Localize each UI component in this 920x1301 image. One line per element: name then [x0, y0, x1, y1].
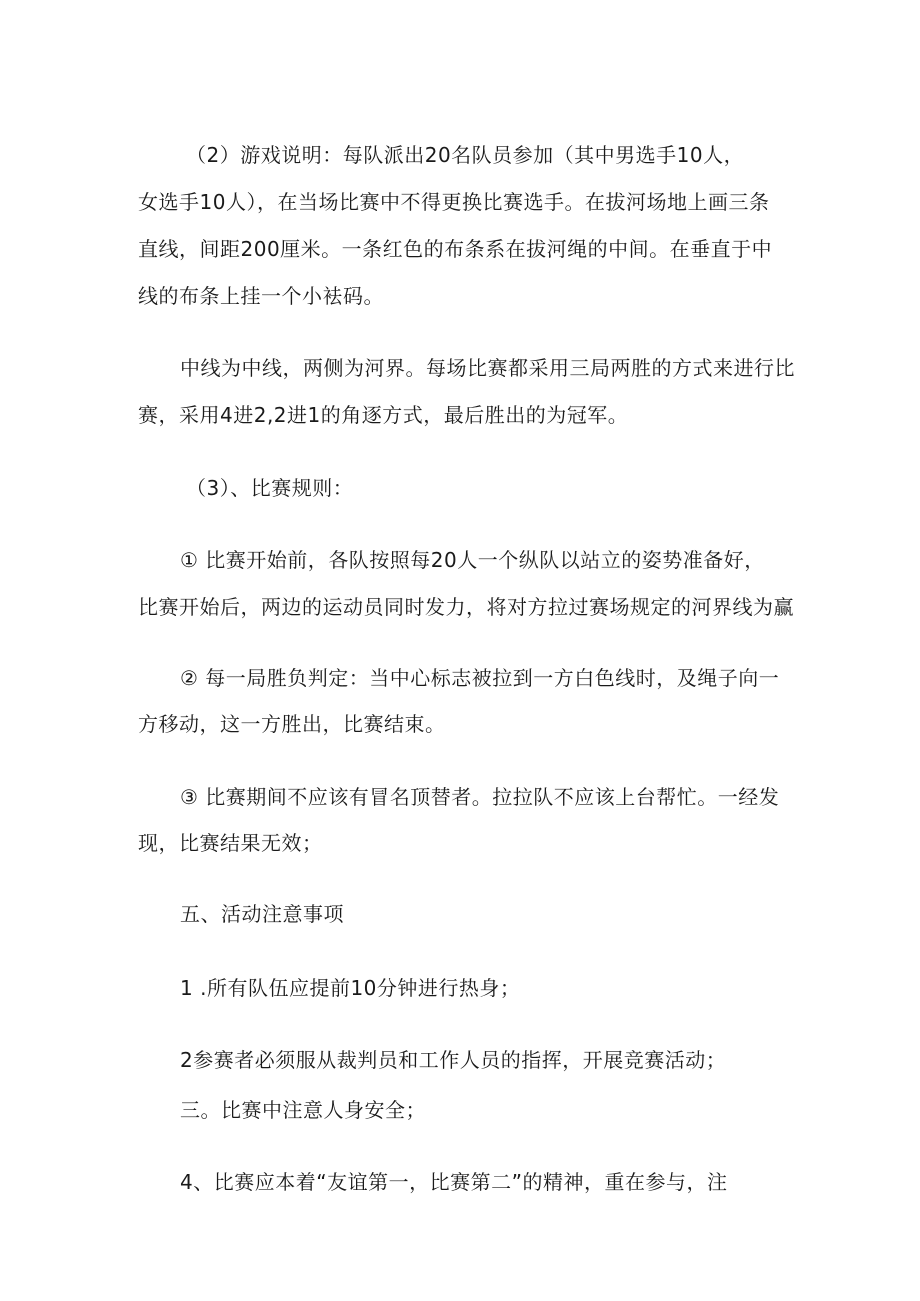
rule-3-line-1: ③ 比赛期间不应该有冒名顶替者。拉拉队不应该上台帮忙。一经发 — [180, 785, 780, 809]
game-description-line-1: （2）游戏说明：每队派出20名队员参加（其中男选手10人， — [186, 143, 745, 167]
game-description-line-3: 直线，间距200厘米。一条红色的布条系在拔河绳的中间。在垂直于中 — [138, 237, 773, 261]
rule-2-line-1: ② 每一局胜负判定：当中心标志被拉到一方白色线时，及绳子向一 — [180, 666, 780, 690]
rule-1-line-1: ① 比赛开始前，各队按照每20人一个纵队以站立的姿势准备好， — [180, 548, 765, 572]
game-description-line-2: 女选手10人），在当场比赛中不得更换比赛选手。在拔河场地上画三条 — [138, 190, 770, 214]
centerline-paragraph-line-2: 赛，采用4进2,2进1的角逐方式，最后胜出的为冠军。 — [138, 403, 629, 427]
rule-3-line-2: 现，比赛结果无效； — [138, 831, 323, 855]
note-4: 4、比赛应本着“友谊第一，比赛第二”的精神，重在参与，注 — [180, 1170, 728, 1194]
rule-1-line-2: 比赛开始后，两边的运动员同时发力，将对方拉过赛场规定的河界线为赢 — [138, 595, 794, 619]
rules-heading: （3）、比赛规则： — [186, 476, 354, 500]
game-description-line-4: 线的布条上挂一个小袪码。 — [138, 284, 384, 308]
section-5-title: 五、活动注意事项 — [180, 902, 344, 926]
note-3: 三。比赛中注意人身安全； — [180, 1098, 426, 1122]
note-2: 2参赛者必须服从裁判员和工作人员的指挥，开展竞赛活动； — [180, 1048, 727, 1072]
rule-2-line-2: 方移动，这一方胜出，比赛结束。 — [138, 712, 446, 736]
note-1: 1 .所有队伍应提前10分钟进行热身； — [180, 976, 521, 1000]
centerline-paragraph-line-1: 中线为中线，两侧为河界。每场比赛都采用三局两胜的方式来进行比 — [180, 356, 795, 380]
